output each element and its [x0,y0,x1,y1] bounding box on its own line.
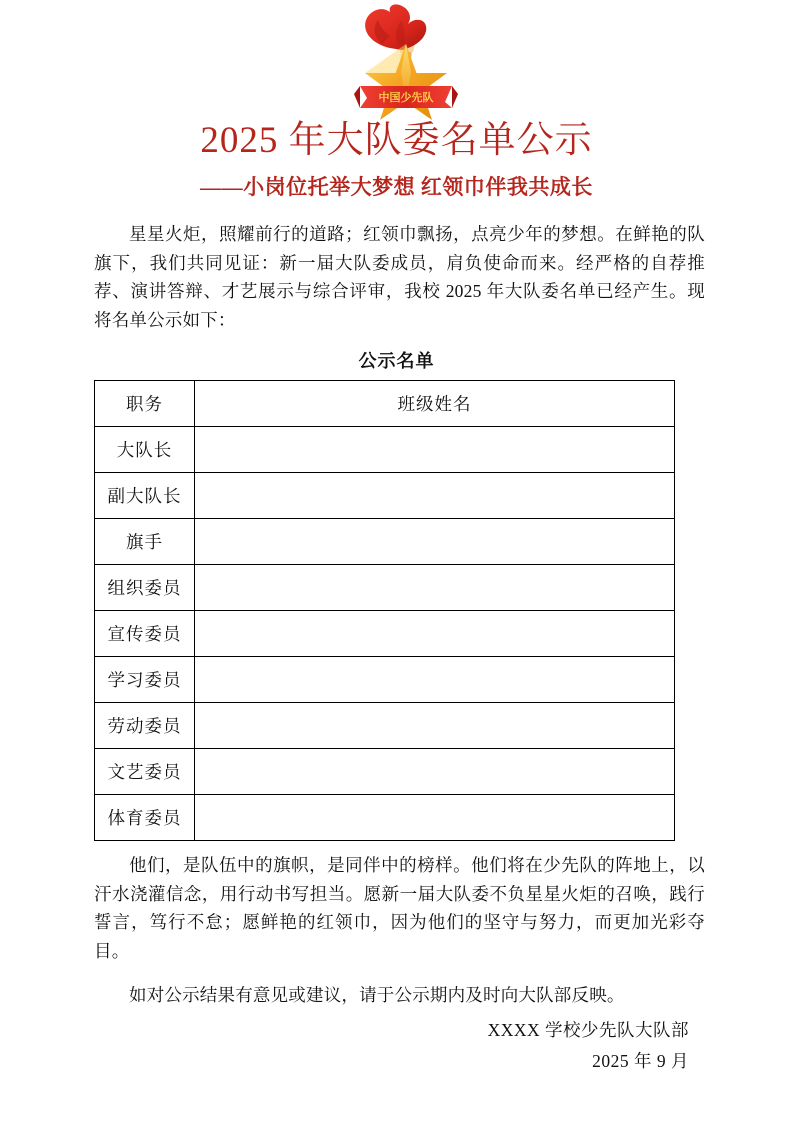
closing-paragraph: 他们，是队伍中的旗帜，是同伴中的榜样。他们将在少先队的阵地上，以汗水浇灌信念，用行动书写担当。愿新一届大队委不负星星火炬的召唤，践行誓言，笃行不怠；愿鲜艳的红领巾，因为他们的坚守与努力，而更加光彩夺目。 [94,855,705,961]
table-row [95,519,675,565]
signature-organization: XXXX 学校少先队大队部 [487,1019,689,1040]
names-cell[interactable] [195,749,675,795]
role-cell: 体育委员 [95,795,195,841]
emblem-banner-text: 中国少先队 [378,92,433,104]
roster-table-body [95,427,675,841]
names-cell[interactable] [195,473,675,519]
closing-block [94,851,705,1076]
column-header-names: 班级姓名 [195,381,675,427]
role-cell: 副大队长 [95,473,195,519]
page-title: 2025 年大队委名单公示 [200,120,593,161]
role-cell: 旗手 [95,519,195,565]
names-cell[interactable] [195,565,675,611]
names-cell[interactable] [195,795,675,841]
intro-block [94,220,705,334]
names-cell[interactable] [195,427,675,473]
roster-table [94,380,675,841]
table-row [95,749,675,795]
table-row [95,657,675,703]
emblem-container [0,0,793,118]
table-row [95,473,675,519]
gold-star-icon [365,44,447,120]
intro-paragraph: 星星火炬，照耀前行的道路；红领巾飘扬，点亮少年的梦想。在鲜艳的队旗下，我们共同见证：新一届大队委成员，肩负使命而来。经严格的自荐推荐、演讲答辩、才艺展示与综合评审，我校 2025 年大队委名单已经产生。现将名单公示如下： [94,224,705,330]
emblem-banner-icon [354,86,458,108]
table-row [95,427,675,473]
column-header-role: 职务 [95,381,195,427]
names-cell[interactable] [195,703,675,749]
table-row [95,565,675,611]
notice-paragraph: 如对公示结果有意见或建议，请于公示期内及时向大队部反映。 [129,985,625,1005]
role-cell: 劳动委员 [95,703,195,749]
roster-table-wrap [94,380,674,841]
role-cell: 大队长 [95,427,195,473]
table-header-row [95,381,675,427]
names-cell[interactable] [195,611,675,657]
torch-flame-icon [365,4,426,50]
roster-heading: 公示名单 [358,351,435,371]
page-subtitle: ——小岗位托举大梦想 红领巾伴我共成长 [200,175,593,199]
role-cell: 组织委员 [95,565,195,611]
role-cell: 宣传委员 [95,611,195,657]
table-row [95,611,675,657]
role-cell: 学习委员 [95,657,195,703]
signature-date: 2025 年 9 月 [592,1050,689,1071]
table-row [95,795,675,841]
role-cell: 文艺委员 [95,749,195,795]
names-cell[interactable] [195,519,675,565]
names-cell[interactable] [195,657,675,703]
table-row [95,703,675,749]
young-pioneers-emblem-icon [332,4,462,120]
